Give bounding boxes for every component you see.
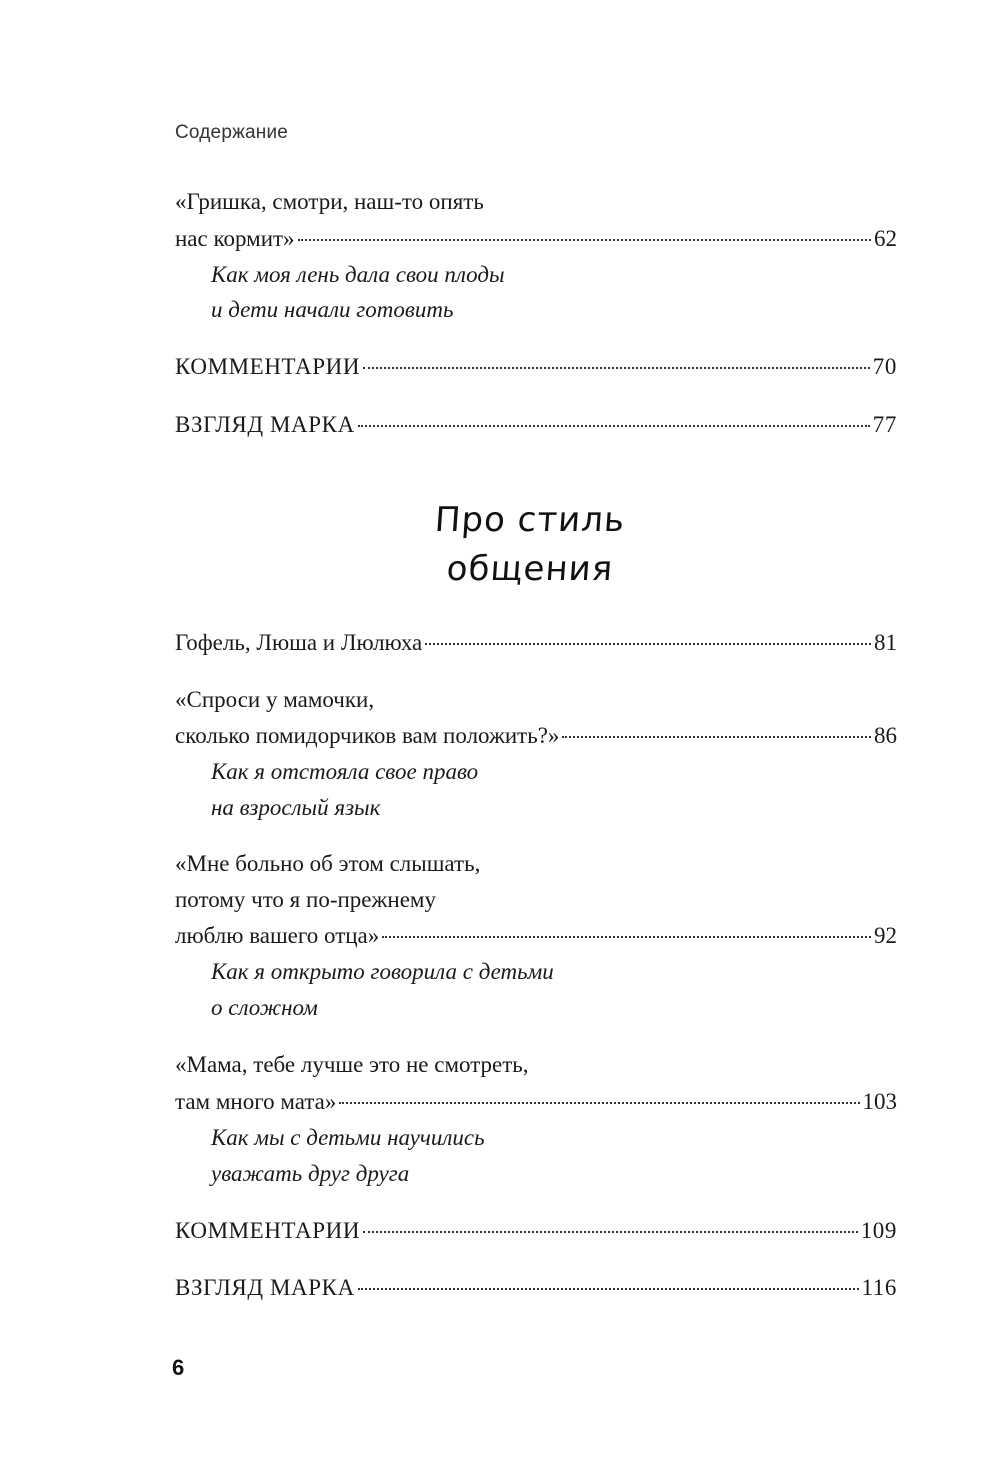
toc-entry-subtitle: на взрослый язык [211, 795, 381, 820]
page-ref: 62 [874, 226, 897, 251]
dot-leader [562, 735, 871, 738]
toc-entry-title: КОММЕНТАРИИ [175, 354, 361, 379]
dot-leader [339, 1101, 859, 1104]
toc-entry-leader-row[interactable] [175, 1088, 897, 1116]
dot-leader [363, 366, 870, 369]
toc-entry-leader-row[interactable] [175, 225, 897, 253]
toc-entry-title: КОММЕНТАРИИ [175, 1218, 361, 1243]
dot-leader [298, 238, 871, 241]
dot-leader [358, 424, 870, 427]
toc-entry-subtitle: и дети начали готовить [211, 297, 454, 322]
page-ref: 77 [872, 412, 897, 437]
toc-entry-leader-row[interactable] [175, 722, 897, 750]
section-heading-line: общения [445, 549, 615, 589]
toc-entry-subtitle: уважать друг друга [211, 1161, 410, 1186]
toc-entry-subtitle: Как моя лень дала свои плоды [211, 262, 505, 287]
page-ref: 81 [874, 630, 897, 655]
page-ref: 103 [862, 1089, 897, 1114]
toc-entry-title-line: «Гришка, смотри, наш-то опять [175, 189, 484, 214]
toc-entry-title-line: там много мата» [175, 1089, 337, 1114]
toc-entry-title: Гофель, Люша и Люлюха [175, 630, 423, 655]
toc-entry-title-line: люблю вашего отца» [175, 923, 380, 948]
section-heading-line: Про стиль [433, 500, 627, 540]
dot-leader [425, 642, 871, 645]
running-head: Содержание [175, 122, 289, 143]
toc-entry-title-line: «Мама, тебе лучше это не смотреть, [175, 1052, 529, 1077]
dot-leader [363, 1230, 858, 1233]
toc-entry-comments[interactable] [175, 1217, 897, 1245]
page-number: 6 [172, 1355, 185, 1380]
toc-entry-title-line: «Спроси у мамочки, [175, 687, 375, 712]
toc-entry-leader-row[interactable] [175, 629, 897, 657]
page-ref: 92 [874, 923, 897, 948]
toc-entry-title-line: «Мне больно об этом слышать, [175, 851, 481, 876]
toc-entry-subtitle: Как мы с детьми научились [211, 1125, 485, 1150]
toc-entry-title: ВЗГЛЯД МАРКА [175, 412, 355, 437]
toc-entry-mark[interactable] [175, 1274, 897, 1302]
dot-leader [382, 935, 871, 938]
toc-entry-leader-row[interactable] [175, 922, 897, 950]
page-ref: 86 [874, 723, 897, 748]
toc-entry-subtitle: Как я открыто говорила с детьми [211, 959, 554, 984]
toc-entry-subtitle: Как я отстояла свое право [211, 759, 479, 784]
dot-leader [358, 1287, 859, 1290]
toc-entry-title-line: потому что я по-прежнему [175, 887, 436, 912]
toc-entry-mark[interactable] [175, 411, 897, 439]
toc-entry-title: ВЗГЛЯД МАРКА [175, 1275, 355, 1300]
toc-entry-comments[interactable] [175, 353, 897, 381]
toc-entry-title-line: сколько помидорчиков вам положить?» [175, 723, 560, 748]
toc-entry-title-line: нас кормит» [175, 226, 295, 251]
page-ref: 109 [860, 1218, 897, 1243]
toc-entry-subtitle: о сложном [211, 995, 318, 1020]
page-ref: 116 [861, 1275, 897, 1300]
page-ref: 70 [872, 354, 897, 379]
